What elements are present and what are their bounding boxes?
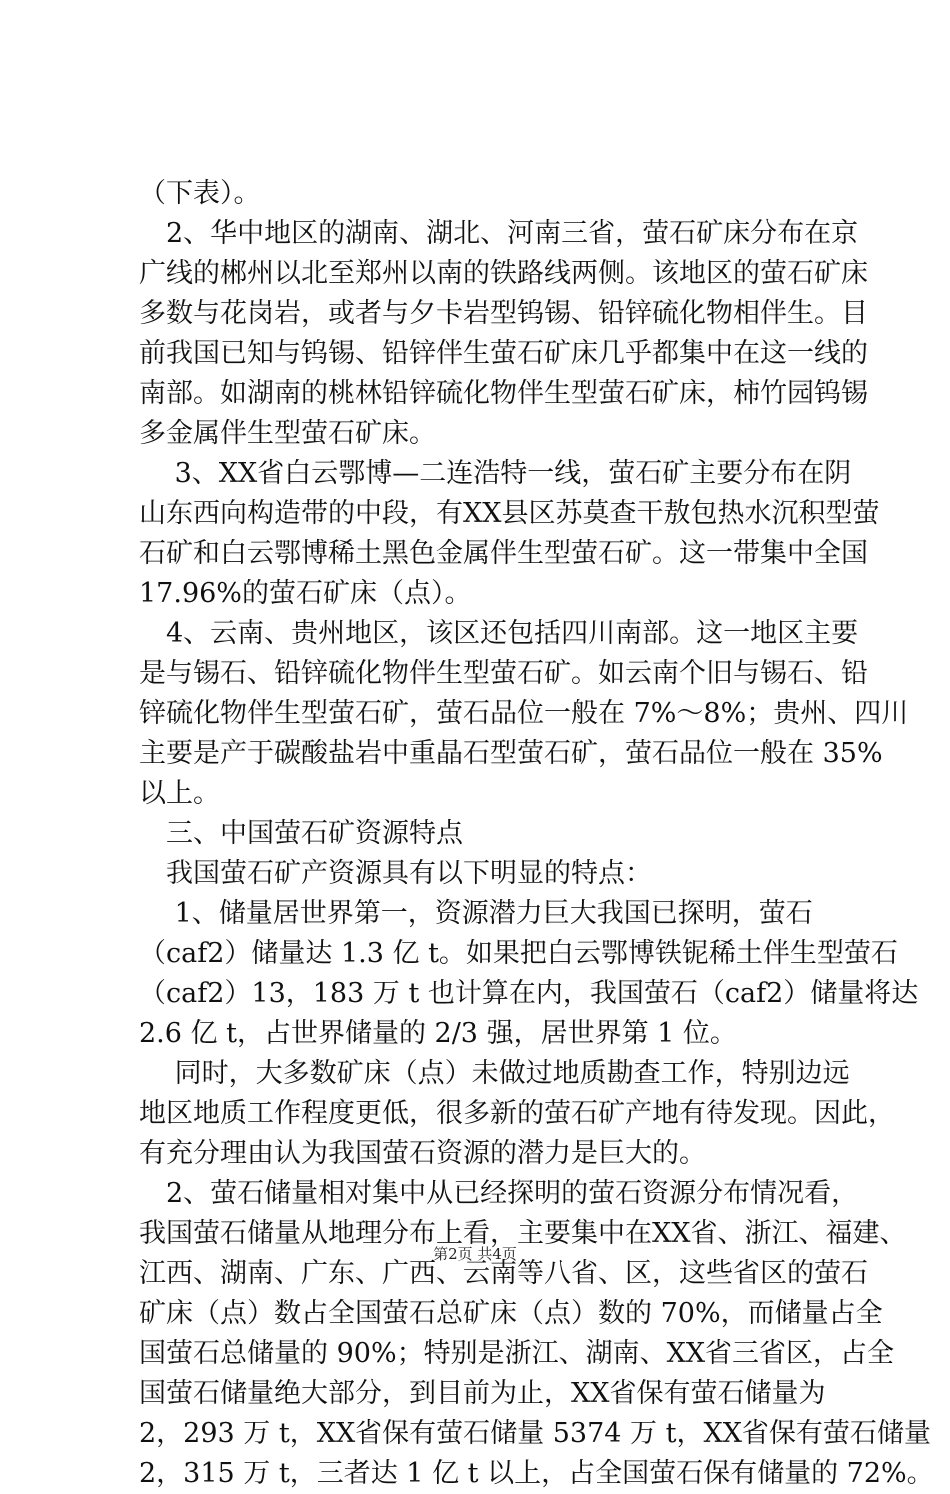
text-line: 是与锡石、铅锌硫化物伴生型萤石矿。如云南个旧与锡石、铅 [139, 658, 868, 689]
text-line: 多金属伴生型萤石矿床。 [139, 418, 436, 449]
text-line: 我国萤石矿产资源具有以下明显的特点： [139, 858, 652, 889]
text-line: （caf2）13，183 万 t 也计算在内，我国萤石（caf2）储量将达 [139, 978, 919, 1009]
text-line: 同时，大多数矿床（点）未做过地质勘查工作，特别边远 [139, 1058, 850, 1089]
text-line: 多数与花岗岩，或者与夕卡岩型钨锡、铅锌硫化物相伴生。目 [139, 298, 868, 329]
text-line: 山东西向构造带的中段，有XX县区苏莫查干敖包热水沉积型萤 [139, 498, 880, 529]
text-line: 我国萤石储量从地理分布上看，主要集中在XX省、浙江、福建、 [139, 1218, 907, 1249]
text-line: 4、云南、贵州地区，该区还包括四川南部。这一地区主要 [139, 618, 859, 649]
text-line: 2、华中地区的湖南、湖北、河南三省，萤石矿床分布在京 [139, 218, 859, 249]
text-line: 地区地质工作程度更低，很多新的萤石矿产地有待发现。因此， [139, 1098, 895, 1129]
text-line: 以上。 [139, 778, 220, 809]
document-body [139, 174, 934, 1494]
text-line: 3、XX省白云鄂博—二连浩特一线，萤石矿主要分布在阴 [139, 458, 852, 489]
text-line: （caf2）储量达 1.3 亿 t。如果把白云鄂博铁铌稀土伴生型萤石 [139, 938, 898, 969]
text-line: 广线的郴州以北至郑州以南的铁路线两侧。该地区的萤石矿床 [139, 258, 868, 289]
text-line: 2.6 亿 t，占世界储量的 2/3 强，居世界第 1 位。 [139, 1018, 737, 1049]
text-line: 17.96%的萤石矿床（点）。 [139, 578, 472, 609]
text-line: （下表）。 [139, 178, 261, 209]
text-line: 国萤石总储量的 90%；特别是浙江、湖南、XX省三省区，占全 [139, 1338, 895, 1369]
text-line: 锌硫化物伴生型萤石矿，萤石品位一般在 7%～8%；贵州、四川 [139, 698, 909, 729]
text-line: 前我国已知与钨锡、铅锌伴生萤石矿床几乎都集中在这一线的 [139, 338, 868, 369]
page-number-footer: 第2页 共4页 [433, 1245, 517, 1263]
text-line: 国萤石储量绝大部分，到目前为止，XX省保有萤石储量为 [139, 1378, 826, 1409]
section-heading: 三、中国萤石矿资源特点 [139, 818, 463, 849]
text-line: 江西、湖南、广东、广西、云南等八省、区，这些省区的萤石 [139, 1258, 868, 1289]
text-line: 主要是产于碳酸盐岩中重晶石型萤石矿，萤石品位一般在 35% [139, 738, 883, 769]
text-line: 矿床（点）数占全国萤石总矿床（点）数的 70%，而储量占全 [139, 1298, 883, 1329]
text-line: 2，315 万 t，三者达 1 亿 t 以上，占全国萤石保有储量的 72%。 [139, 1458, 934, 1489]
text-line: 2、萤石储量相对集中从已经探明的萤石资源分布情况看， [139, 1178, 859, 1209]
text-line: 石矿和白云鄂博稀土黑色金属伴生型萤石矿。这一带集中全国 [139, 538, 868, 569]
text-line: 南部。如湖南的桃林铅锌硫化物伴生型萤石矿床，柿竹园钨锡 [139, 378, 868, 409]
text-line: 有充分理由认为我国萤石资源的潜力是巨大的。 [139, 1138, 706, 1169]
text-line: 1、储量居世界第一，资源潜力巨大我国已探明，萤石 [139, 898, 813, 929]
text-line: 2，293 万 t，XX省保有萤石储量 5374 万 t，XX省保有萤石储量 [139, 1418, 931, 1449]
